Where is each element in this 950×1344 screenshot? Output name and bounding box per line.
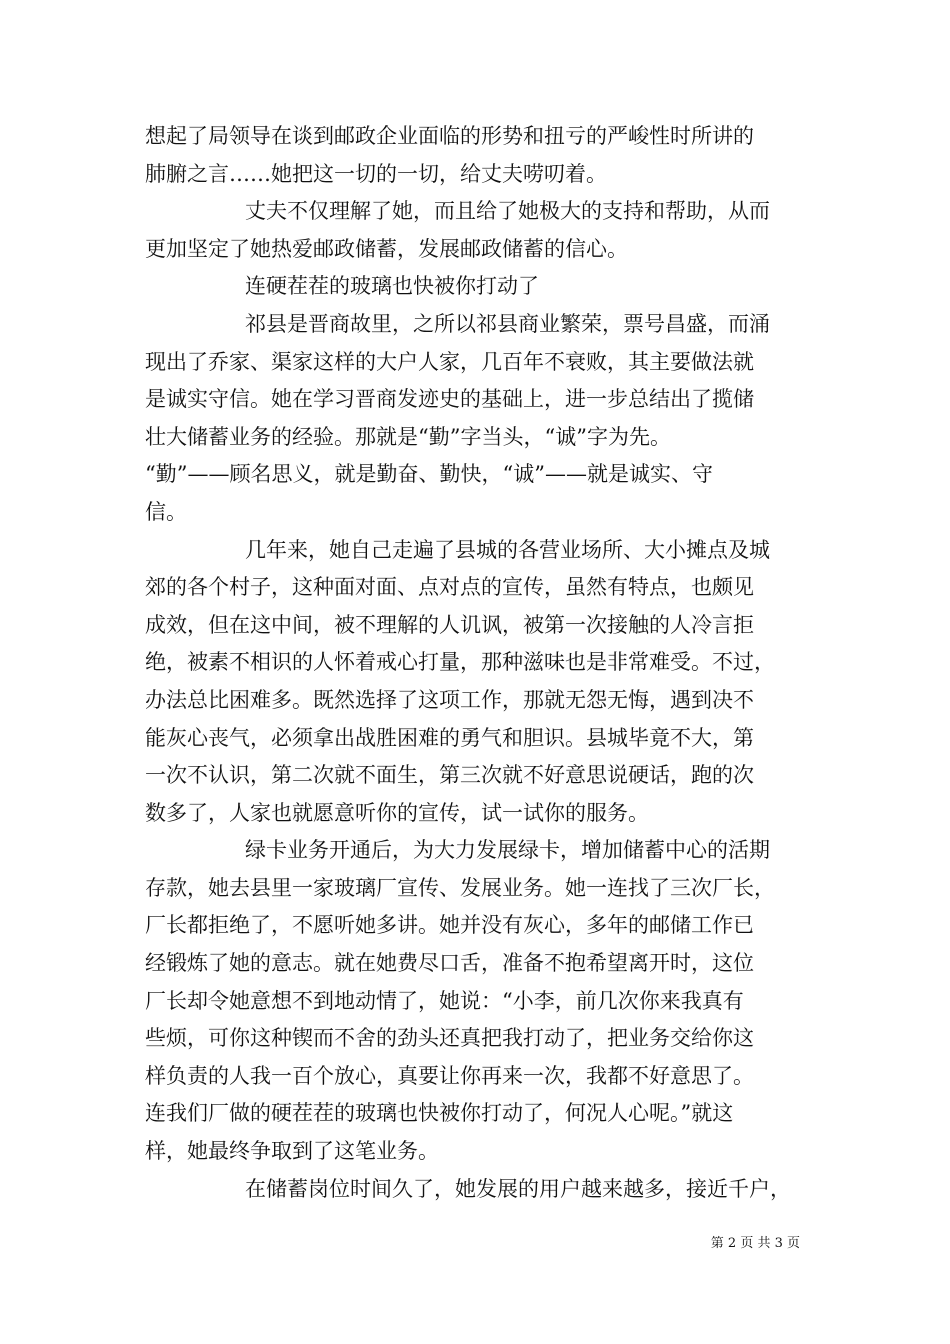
text-line: 壮大储蓄业务的经验。那就是“勤”字当头，“诚”字为先。 <box>145 424 671 449</box>
text-line: 绝，被素不相识的人怀着戒心打量，那种滋味也是非常难受。不过， <box>145 650 775 675</box>
text-line: 经锻炼了她的意志。就在她费尽口舌，准备不抱希望离开时，这位 <box>145 951 754 976</box>
text-line: 成效，但在这中间，被不理解的人讥讽，被第一次接触的人冷言拒 <box>145 612 754 637</box>
text-line: 样负责的人我一百个放心，真要让你再来一次，我都不好意思了。 <box>145 1063 754 1088</box>
text-line: 样，她最终争取到了这笔业务。 <box>145 1139 439 1164</box>
paragraph <box>145 832 825 1170</box>
text-line: 能灰心丧气，必须拿出战胜困难的勇气和胆识。县城毕竟不大，第 <box>145 725 754 750</box>
text-line: 一次不认识，第二次就不面生，第三次就不好意思说硬话，跑的次 <box>145 763 754 788</box>
page-footer: 第 2 页 共 3 页 <box>710 1236 800 1251</box>
text-line: 祁县是晋商故里，之所以祁县商业繁荣，票号昌盛，而涌 <box>245 311 770 336</box>
text-line: 在储蓄岗位时间久了，她发展的用户越来越多，接近千户， <box>245 1176 791 1201</box>
text-line: 绿卡业务开通后，为大力发展绿卡，增加储蓄中心的活期 <box>245 838 770 863</box>
text-line: 连我们厂做的硬茬茬的玻璃也快被你打动了，何况人心呢。”就这 <box>145 1101 734 1126</box>
text-line: 信。 <box>145 499 187 524</box>
text-line: 想起了局领导在谈到邮政企业面临的形势和扭亏的严峻性时所讲的 <box>145 124 754 148</box>
paragraph <box>145 193 825 268</box>
text-line: 丈夫不仅理解了她，而且给了她极大的支持和帮助，从而 <box>245 199 770 224</box>
text-line: 些烦，可你这种锲而不舍的劲头还真把我打动了，把业务交给你这 <box>145 1026 754 1051</box>
text-line: 厂长却令她意想不到地动情了，她说：“小李，前几次你来我真有 <box>145 988 744 1013</box>
text-line: 更加坚定了她热爱邮政储蓄，发展邮政储蓄的信心。 <box>145 236 628 261</box>
paragraph <box>145 268 825 306</box>
text-line: 办法总比困难多。既然选择了这项工作，那就无怨无悔，遇到决不 <box>145 687 754 712</box>
paragraph <box>145 306 825 532</box>
paragraph <box>145 532 825 833</box>
text-line: 是诚实守信。她在学习晋商发迹史的基础上，进一步总结出了揽储 <box>145 387 754 412</box>
text-line: 肺腑之言……她把这一切的一切，给丈夫唠叨着。 <box>145 161 607 186</box>
document-body <box>145 118 825 1208</box>
text-line: 厂长都拒绝了，不愿听她多讲。她并没有灰心，多年的邮储工作已 <box>145 913 754 938</box>
text-line: 数多了，人家也就愿意听你的宣传，试一试你的服务。 <box>145 800 649 825</box>
paragraph <box>145 118 825 193</box>
text-line: 现出了乔家、渠家这样的大户人家，几百年不衰败，其主要做法就 <box>145 349 754 374</box>
text-line: 几年来，她自己走遍了县城的各营业场所、大小摊点及城 <box>245 537 770 562</box>
text-line: 连硬茬茬的玻璃也快被你打动了 <box>245 274 539 299</box>
text-line: “勤”——顾名思义，就是勤奋、勤快，“诚”——就是诚实、守 <box>145 462 713 487</box>
paragraph <box>145 1171 825 1209</box>
text-line: 存款，她去县里一家玻璃厂宣传、发展业务。她一连找了三次厂长， <box>145 875 775 900</box>
text-line: 郊的各个村子，这种面对面、点对点的宣传，虽然有特点，也颇见 <box>145 575 754 600</box>
